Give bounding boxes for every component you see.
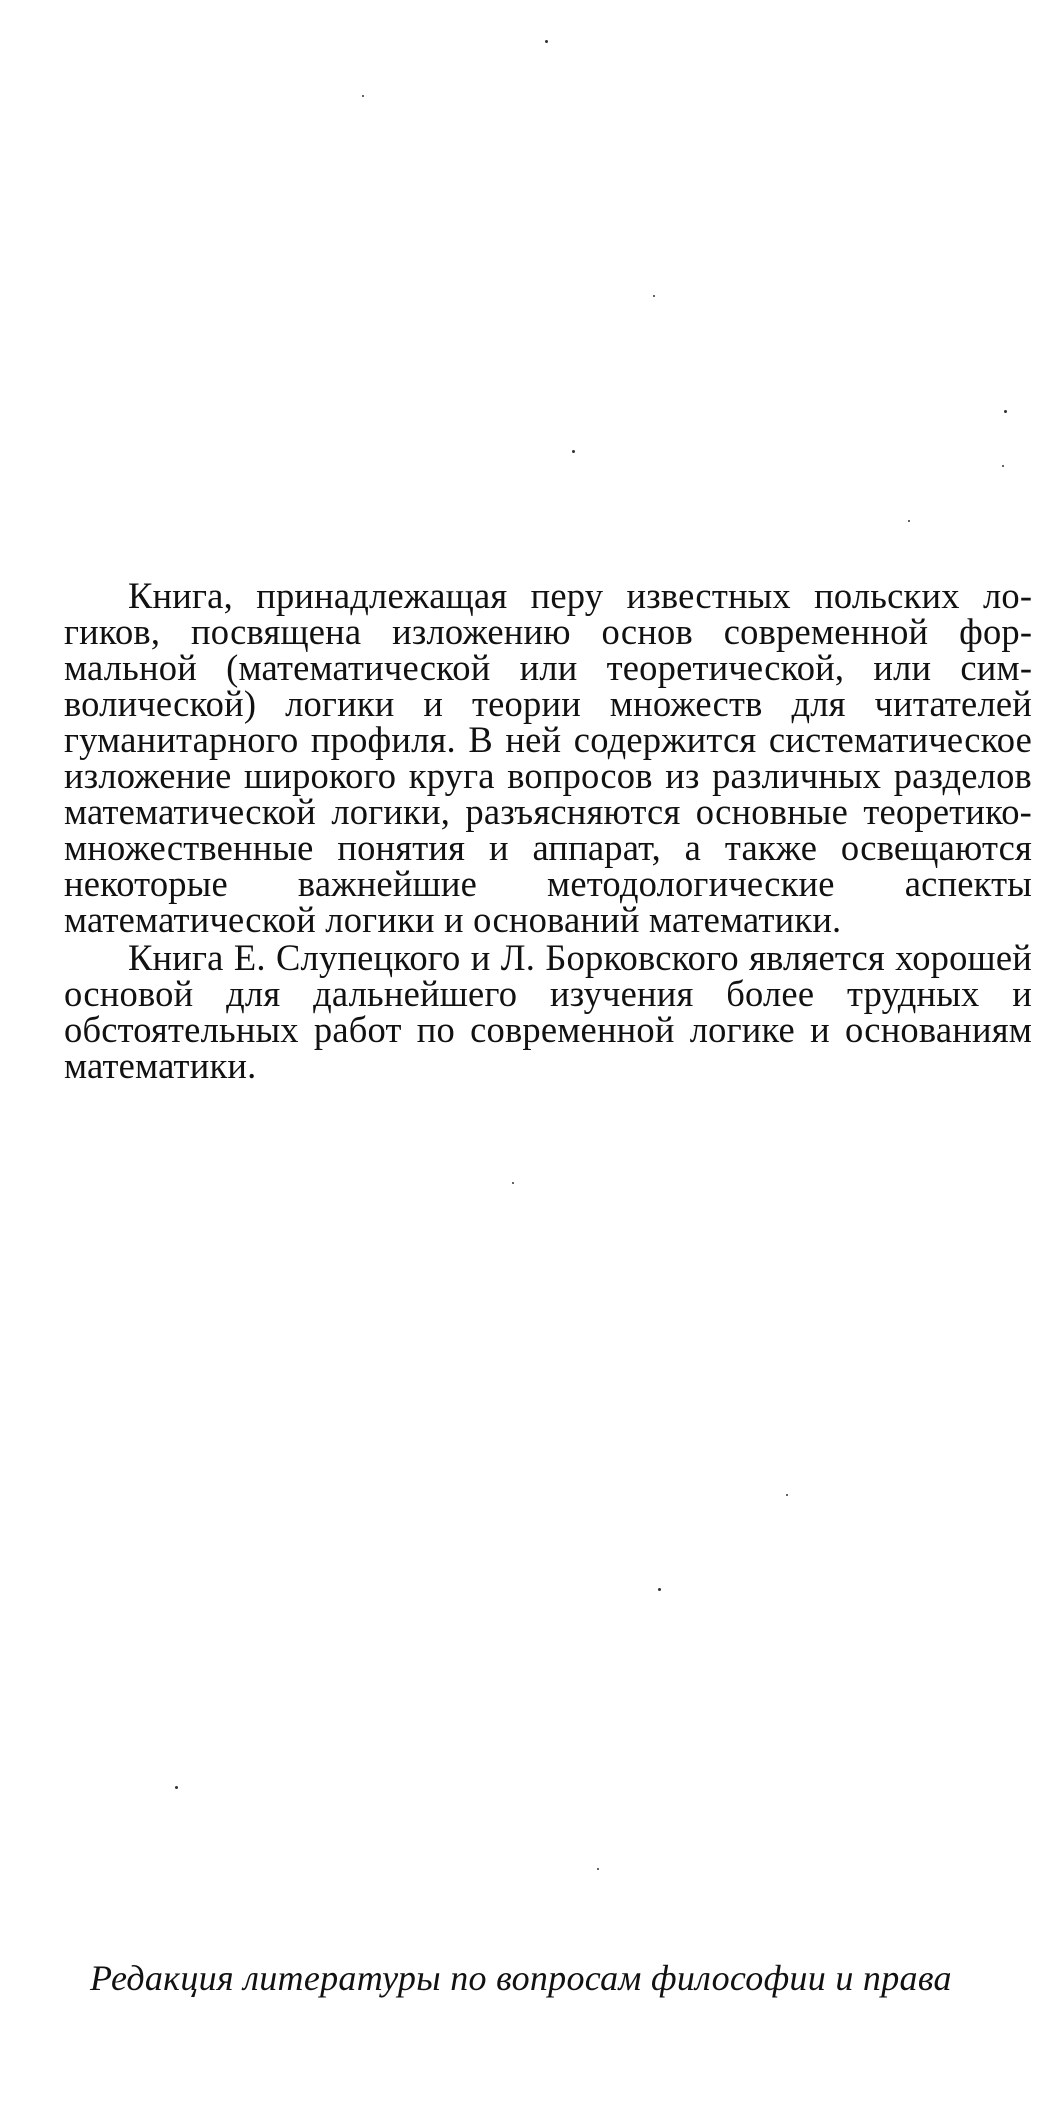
print-speck bbox=[1004, 410, 1007, 413]
annotation-paragraph-1: Книга, принадлежащая перу известных польских логиков, посвящена изложению основ современной формальной (математической или теоретической, или символической) логики и теории множеств для читателей гуманитарного профиля. В ней содержится систематическое изложение широкого круга вопросов из различных разделов математической логики, разъясняются основные теоретико-множественные понятия и аппарат, а также освещаются некоторые важнейшие методологические аспекты математической логики и оснований математики. bbox=[64, 575, 1032, 940]
book-annotation bbox=[64, 575, 1032, 1086]
print-speck bbox=[572, 450, 575, 453]
print-speck bbox=[1002, 465, 1004, 467]
print-speck bbox=[653, 295, 655, 297]
print-speck bbox=[597, 1868, 599, 1870]
print-speck bbox=[658, 1588, 661, 1591]
print-speck bbox=[512, 1182, 514, 1184]
print-speck bbox=[908, 520, 910, 522]
editorial-office-line: Редакция литературы по вопросам философии и права bbox=[90, 1958, 952, 1998]
print-speck bbox=[545, 40, 548, 43]
annotation-paragraph-2: Книга Е. Слупецкого и Л. Борковского является хорошей основой для дальнейшего изучения более трудных и обстоятельных работ по современной логике и основаниям математики. bbox=[64, 937, 1032, 1086]
print-speck bbox=[362, 95, 364, 97]
print-speck bbox=[786, 1494, 788, 1496]
print-speck bbox=[175, 1786, 178, 1789]
